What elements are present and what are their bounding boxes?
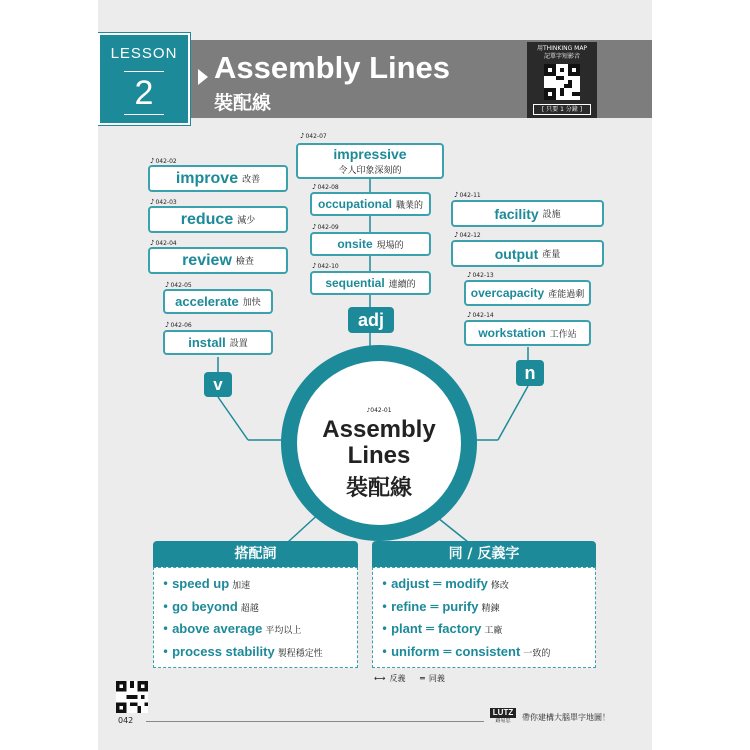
list-item: • process stability 製程穩定性 bbox=[162, 643, 323, 659]
verb-badge: v bbox=[204, 372, 232, 397]
textbook-page bbox=[98, 0, 652, 750]
list-item: • refine ═ purify 精鍊 bbox=[381, 598, 500, 615]
audio-track-code: ♪ 042-10 bbox=[312, 262, 339, 270]
page-subtitle: 裝配線 bbox=[214, 92, 272, 114]
audio-track-code: ♪ 042-13 bbox=[467, 271, 494, 279]
publisher-logo: LUTZ 路易思 bbox=[490, 708, 516, 725]
collocations-panel bbox=[153, 567, 358, 668]
audio-track-code: ♪ 042-07 bbox=[300, 132, 327, 140]
audio-track-code: ♪042-01 bbox=[366, 407, 392, 414]
audio-track-code: ♪ 042-12 bbox=[454, 231, 481, 239]
audio-track-code: ♪ 042-05 bbox=[165, 281, 192, 289]
word-card-output: output 產量 bbox=[451, 240, 604, 267]
page-number: 042 bbox=[118, 716, 134, 725]
audio-track-code: ♪ 042-03 bbox=[150, 198, 177, 206]
audio-track-code: ♪ 042-02 bbox=[150, 157, 177, 165]
list-item: • adjust ═ modify 修改 bbox=[381, 576, 509, 592]
qr-duration-label: [ 只要 1 分鐘 ] bbox=[533, 104, 591, 115]
qr-code-icon[interactable] bbox=[116, 681, 148, 713]
lesson-number: 2 bbox=[124, 71, 164, 115]
audio-track-code: ♪ 042-06 bbox=[165, 321, 192, 329]
list-item: • above average 平均以上 bbox=[162, 621, 302, 636]
word-card-sequential: sequential 連續的 bbox=[310, 271, 431, 295]
collocations-heading: 搭配詞 bbox=[153, 541, 358, 567]
footer-divider bbox=[146, 721, 484, 722]
antonym-symbol-icon: ⟷ bbox=[374, 674, 386, 683]
word-card-overcapacity: overcapacity 產能過剩 bbox=[464, 280, 591, 306]
word-card-occupational: occupational 職業的 bbox=[310, 192, 431, 216]
noun-connector bbox=[498, 386, 528, 440]
word-card-review: review 檢查 bbox=[148, 247, 288, 274]
video-qr-panel[interactable] bbox=[527, 42, 597, 118]
synonym-symbol-icon: ═ bbox=[420, 674, 425, 683]
audio-track-code: ♪ 042-14 bbox=[467, 311, 494, 319]
qr-code-icon bbox=[544, 64, 580, 100]
word-card-facility: facility 設施 bbox=[451, 200, 604, 227]
audio-track-code: ♪ 042-08 bbox=[312, 183, 339, 191]
word-card-accelerate: accelerate 加快 bbox=[163, 289, 273, 314]
audio-track-code: ♪ 042-11 bbox=[454, 191, 481, 199]
list-item: • uniform ═ consistent 一致的 bbox=[381, 643, 551, 660]
verb-connector bbox=[218, 397, 248, 440]
adjective-badge: adj bbox=[348, 307, 394, 333]
word-card-install: install 設置 bbox=[163, 330, 273, 355]
word-card-workstation: workstation 工作站 bbox=[464, 320, 591, 346]
word-card-impressive: impressive 令人印象深刻的 bbox=[296, 143, 444, 179]
play-arrow-icon bbox=[198, 69, 208, 85]
center-topic-circle bbox=[281, 345, 477, 541]
word-card-reduce: reduce 減少 bbox=[148, 206, 288, 233]
list-item: • go beyond 超越 bbox=[162, 598, 259, 614]
list-item: • speed up 加速 bbox=[162, 576, 251, 591]
audio-track-code: ♪ 042-09 bbox=[312, 223, 339, 231]
center-topic-translation: 裝配線 bbox=[345, 476, 412, 501]
footer-tagline: 帶你建構大腦單字地圖！ bbox=[522, 713, 610, 722]
noun-badge: n bbox=[516, 360, 544, 386]
synonyms-heading: 同 / 反義字 bbox=[372, 541, 596, 567]
page-title: Assembly Lines bbox=[214, 50, 451, 85]
lesson-badge bbox=[98, 33, 190, 125]
symbol-legend: ⟷ 反義 ═ 同義 bbox=[374, 674, 445, 683]
word-card-onsite: onsite 現場的 bbox=[310, 232, 431, 256]
synonyms-panel bbox=[372, 567, 596, 668]
center-topic-title: Assembly Lines bbox=[322, 416, 436, 469]
list-item: • plant ═ factory 工廠 bbox=[381, 621, 503, 637]
qr-caption: 用THINKING MAP 記單字短影音 bbox=[536, 45, 588, 60]
audio-track-code: ♪ 042-04 bbox=[150, 239, 177, 247]
lesson-label: LESSON bbox=[110, 45, 178, 62]
word-card-improve: improve 改善 bbox=[148, 165, 288, 192]
